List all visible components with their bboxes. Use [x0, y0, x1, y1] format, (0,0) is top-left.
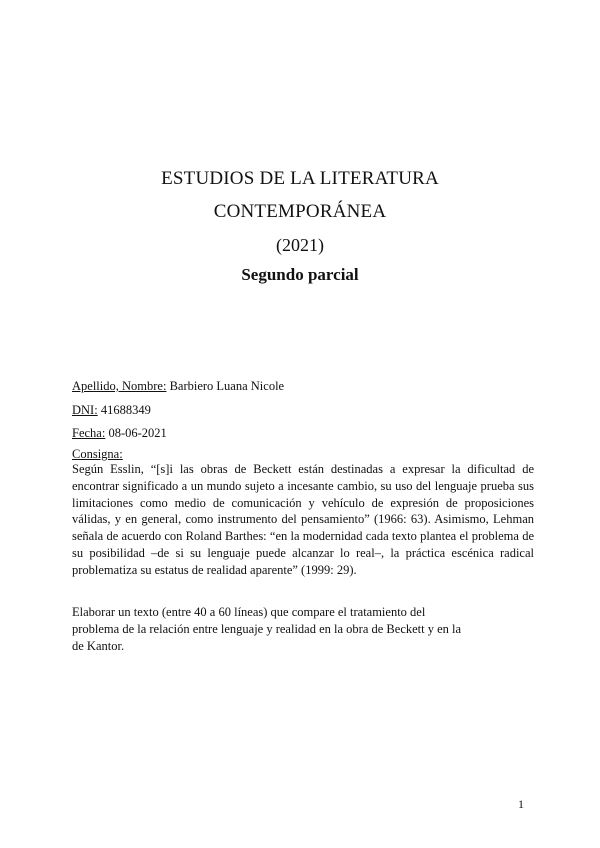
- dni-label: DNI:: [72, 403, 98, 417]
- consigna-text: Según Esslin, “[s]i las obras de Beckett están destinadas a expresar la dificultad de encontrar significado a un mundo sujeto a incesante cambio, su uso del lenguaje prueba sus limitaciones como medio de comunicación y vehículo de expresión de proposiciones válidas, y en general, como instrumento del pensamiento” (1966: 63). Asimismo, Lehman señala de acuerdo con Roland Barthes: “en la modernidad cada texto plantea el problema de su posibilidad –de si su lenguaje puede alcanzar lo real–, la práctica escénica radical problematiza su estatus de realidad aparente” (1999: 29).: [72, 462, 534, 577]
- dni-value: 41688349: [97, 403, 151, 417]
- task-text: Elaborar un texto (entre 40 a 60 líneas) que compare el tratamiento del problema de la relación entre lenguaje y realidad en la obra de Beckett y en la de Kantor.: [72, 605, 462, 653]
- dni-field: [72, 403, 151, 418]
- subtitle: Segundo parcial: [241, 265, 359, 284]
- date-value: 08-06-2021: [105, 426, 167, 440]
- year: (2021): [276, 235, 324, 255]
- date-label: Fecha:: [72, 426, 106, 440]
- name-label: Apellido, Nombre:: [72, 379, 167, 393]
- title-block: [0, 162, 600, 290]
- name-field: [72, 379, 284, 394]
- consigna-label: Consigna:: [72, 447, 123, 461]
- name-value: Barbiero Luana Nicole: [166, 379, 285, 393]
- date-field: [72, 426, 167, 441]
- title-line-1: ESTUDIOS DE LA LITERATURA: [161, 168, 439, 189]
- page-number: 1: [518, 797, 524, 811]
- title-line-2: CONTEMPORÁNEA: [213, 201, 387, 222]
